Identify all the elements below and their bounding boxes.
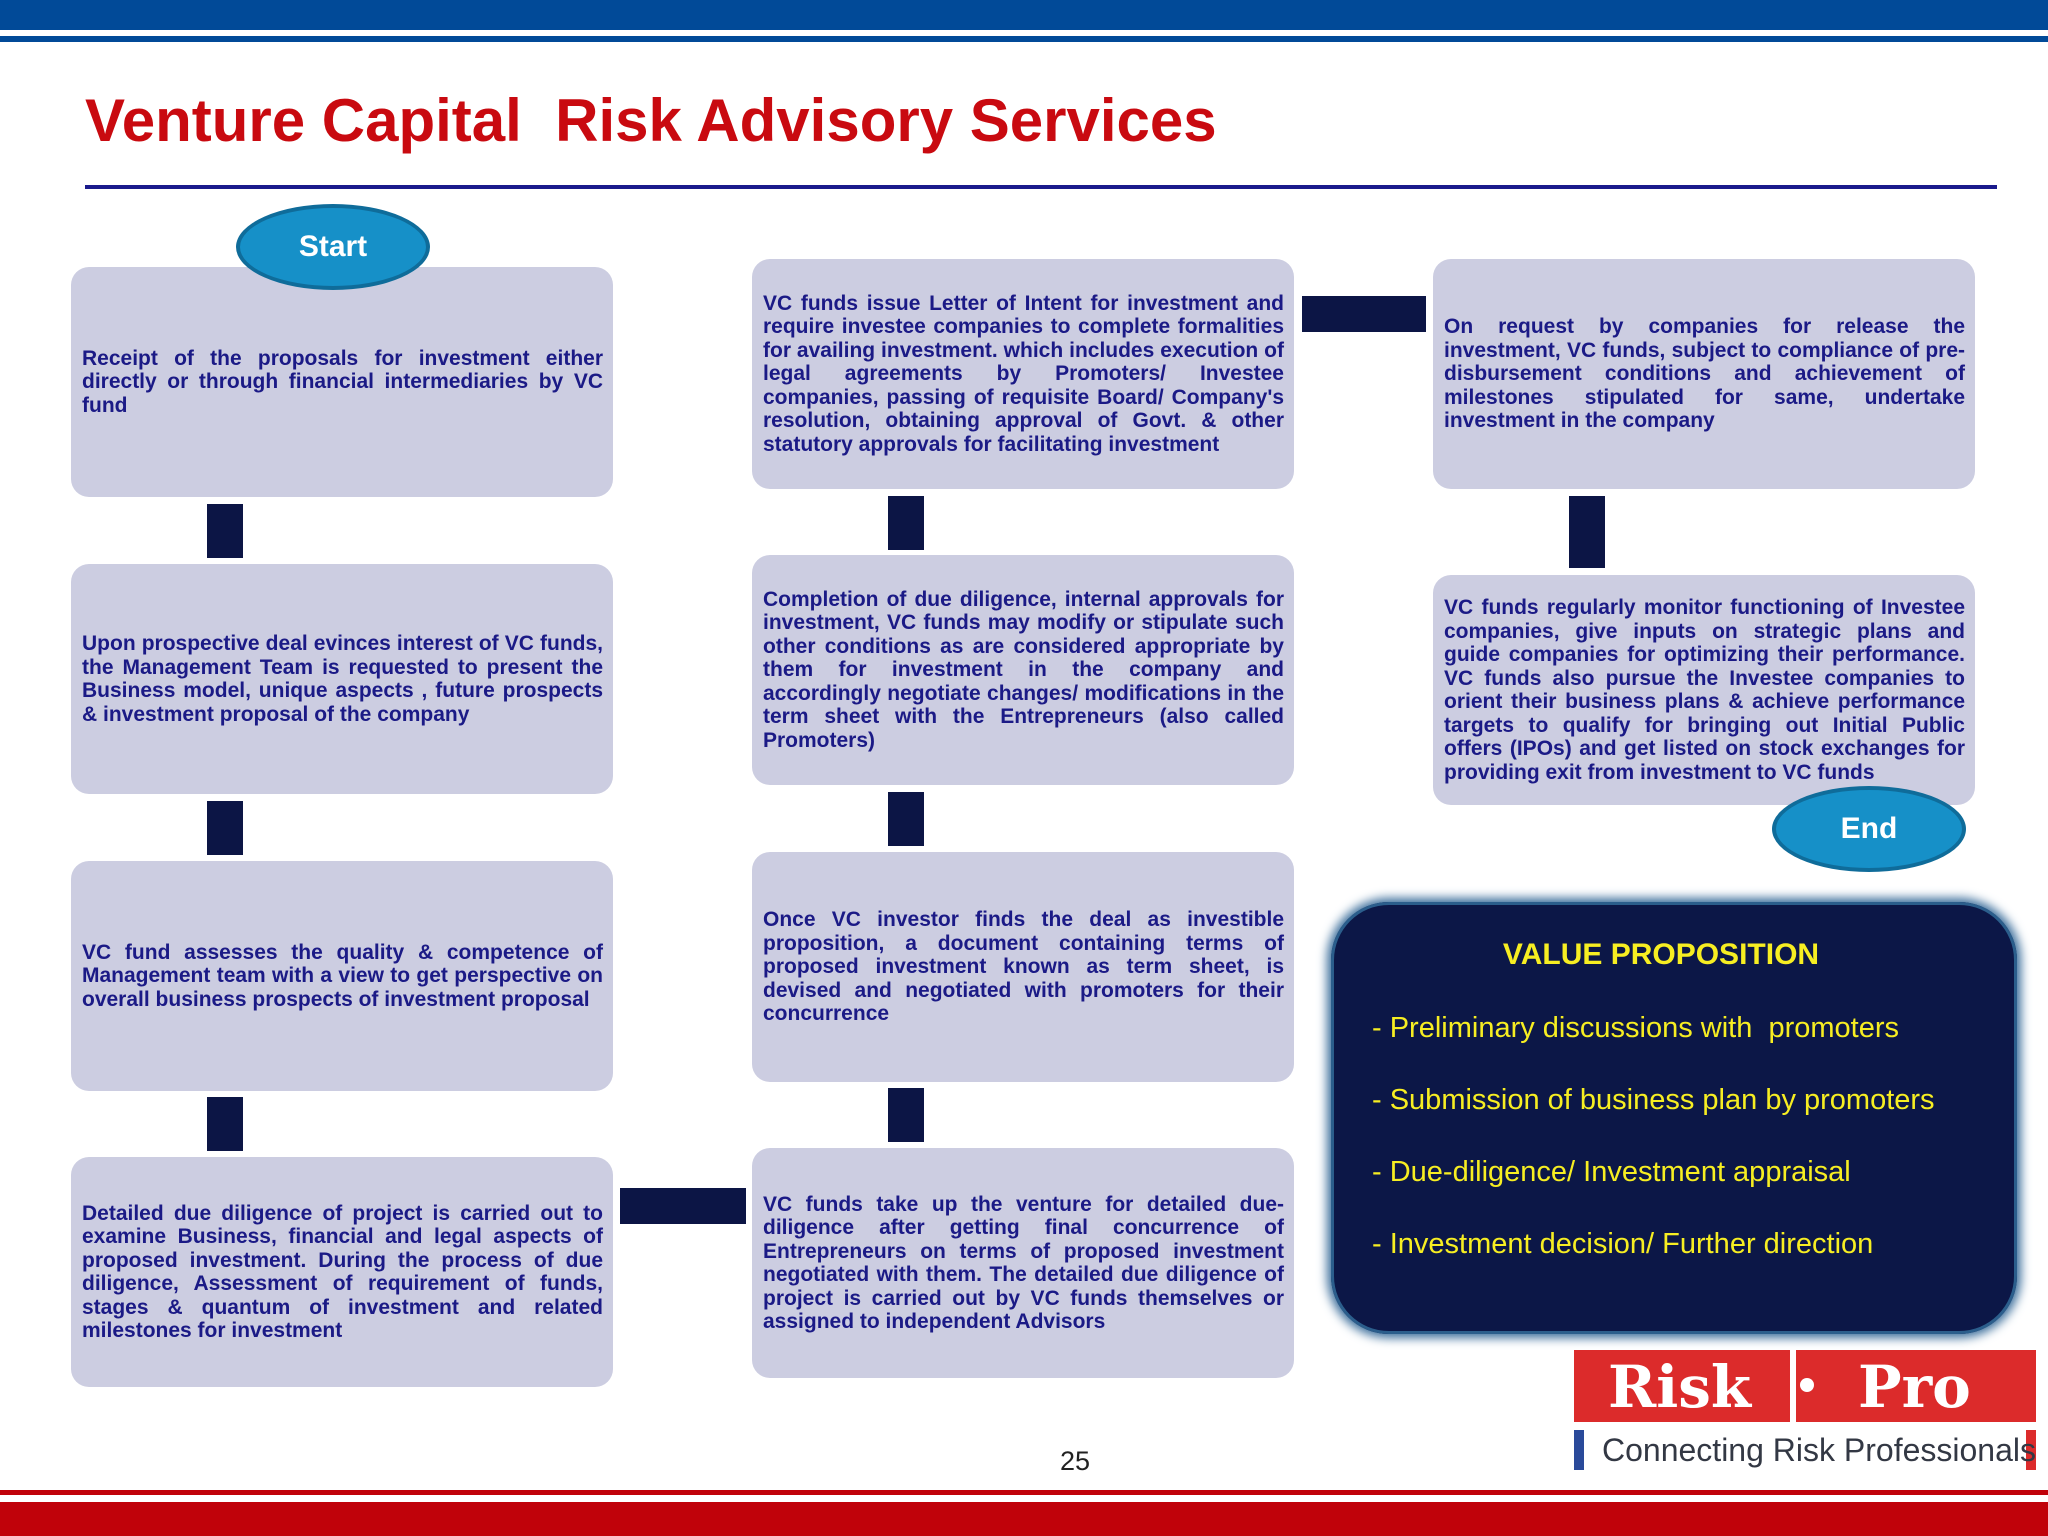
flow-step-text: VC funds regularly monitor functioning of Investee companies, give inputs on strategic plans and guide companies for optimizing their performance. VC funds also pursue the Investee companies to orient their business plans & achieve performance targets to qualify for bringing out Initial Public offers (IPOs) and get listed on stock exchanges for providing exit from investment to VC funds — [1444, 596, 1965, 784]
value-proposition-title: VALUE PROPOSITION — [1502, 938, 1820, 971]
logo-tagline: Connecting Risk Professionals — [1602, 1432, 2036, 1468]
flow-step-1 — [71, 267, 613, 497]
flow-step-text: Detailed due diligence of project is carried out to examine Business, financial and legal aspects of proposed investment. During the process of due diligence, Assessment of requirement of funds, stages & quantum of investment and related milestones for investment — [82, 1201, 603, 1342]
value-proposition-item: - Preliminary discussions with promoters — [1372, 1012, 1899, 1044]
flow-connector — [1302, 296, 1426, 332]
value-proposition-item: - Due-diligence/ Investment appraisal — [1372, 1156, 1851, 1188]
top-header-stripe — [0, 36, 2048, 42]
logo-word-pro: Pro — [1858, 1353, 1971, 1421]
flow-step-text: Upon prospective deal evinces interest of VC funds, the Management Team is requested to present the Business model, unique aspects , future prospects & investment proposal of the company — [82, 632, 603, 726]
footer-stripe — [0, 1490, 2048, 1495]
flow-step-text: VC fund assesses the quality & competence of Management team with a view to get perspective on overall business prospects of investment proposal — [82, 940, 603, 1011]
flow-step-text: Once VC investor finds the deal as investible proposition, a document containing terms of proposed investment known as term sheet, is devised and negotiated with promoters for their concurrence — [763, 908, 1284, 1026]
footer-bar — [0, 1502, 2048, 1536]
flow-step-8 — [752, 259, 1294, 489]
flow-step-text: Receipt of the proposals for investment either directly or through financial intermediaries by VC fund — [82, 346, 603, 417]
title-underline — [85, 185, 1997, 189]
flow-step-text: VC funds take up the venture for detailed due-diligence after getting final concurrence of Entrepreneurs on terms of proposed investment negotiated with them. The detailed due diligence of project is carried out by VC funds themselves or assigned to independent Advisors — [763, 1192, 1284, 1333]
flow-connector — [888, 792, 924, 846]
flow-connector — [207, 1097, 243, 1151]
flow-step-7 — [752, 555, 1294, 785]
flow-connector — [620, 1188, 746, 1224]
flow-connector — [207, 801, 243, 855]
logo-word-risk: Risk — [1608, 1353, 1752, 1421]
page-title: Venture Capital Risk Advisory Services — [85, 87, 1217, 154]
flow-step-text: On request by companies for release the investment, VC funds, subject to compliance of pre-disbursement conditions and achievement of milestones stipulated for same, undertake investment in the company — [1444, 315, 1965, 433]
flow-step-6 — [752, 852, 1294, 1082]
flow-step-4 — [71, 1157, 613, 1387]
end-node: End — [1772, 786, 1966, 872]
logo-separator — [1790, 1350, 1796, 1422]
logo-accent-left — [1574, 1430, 1584, 1470]
start-node: Start — [236, 204, 430, 290]
flow-step-3 — [71, 861, 613, 1091]
flow-connector — [1569, 496, 1605, 568]
value-proposition-item: - Investment decision/ Further direction — [1372, 1228, 1874, 1260]
flow-step-5 — [752, 1148, 1294, 1378]
page-number: 25 — [1060, 1446, 1091, 1476]
flow-step-2 — [71, 564, 613, 794]
logo-dot-icon — [1800, 1378, 1814, 1392]
flow-step-10 — [1433, 575, 1975, 805]
flow-step-9 — [1433, 259, 1975, 489]
value-proposition-item: - Submission of business plan by promoters — [1372, 1084, 1935, 1116]
flow-step-text: VC funds issue Letter of Intent for investment and require investee companies to complete formalities for availing investment. which includes execution of legal agreements by Promoters/ Investee companies, passing of requisite Board/ Company's resolution, obtaining approval of Govt. & other statutory approvals for facilitating investment — [763, 291, 1284, 456]
flow-connector — [888, 1088, 924, 1142]
flow-connector — [207, 504, 243, 558]
top-header-bar — [0, 0, 2048, 30]
flow-connector — [888, 496, 924, 550]
flow-step-text: Completion of due diligence, internal approvals for investment, VC funds may modify or stipulate such other conditions as are considered appropriate by them for investment in the company and accordingly negotiate changes/ modifications in the term sheet with the Entrepreneurs (also called Promoters) — [763, 587, 1284, 752]
